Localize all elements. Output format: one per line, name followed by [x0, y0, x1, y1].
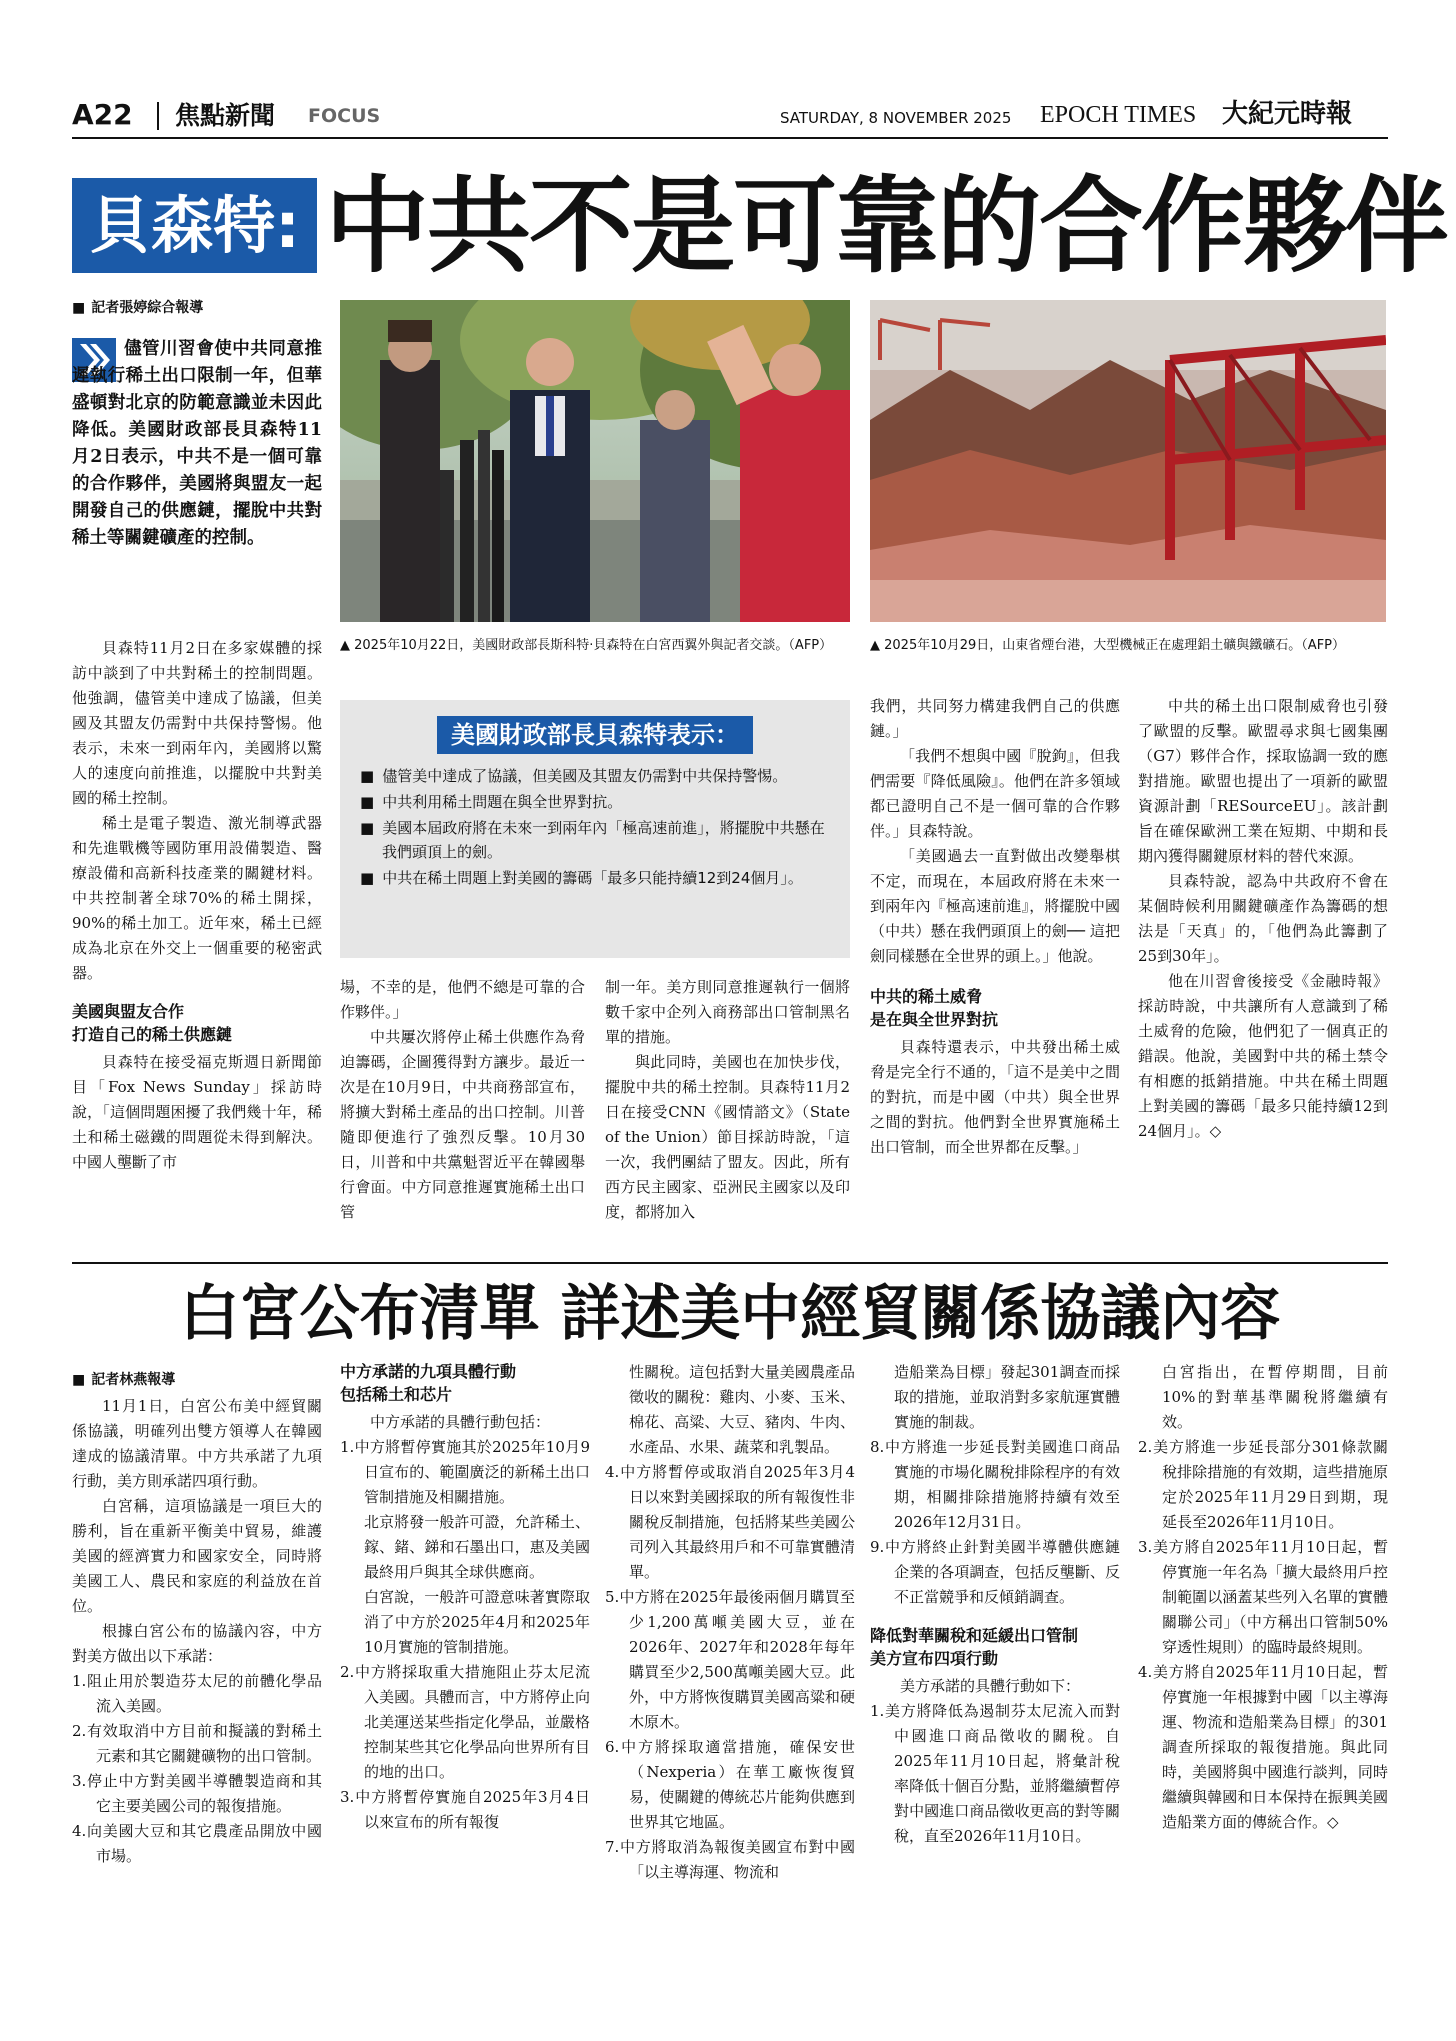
list-item: 5.中方將在2025年最後兩個月購買至少1,200萬噸美國大豆，並在2026年、2027年和2028年每年購買至少2,500萬噸美國大豆。此外，中方將恢復購買美國高粱和硬木原木。: [605, 1588, 855, 1731]
paragraph: 11月1日，白宮公布美中經貿關係協議，明確列出雙方領導人在韓國達成的協議清單。中方共承諾了九項行動，美方則承諾四項行動。: [72, 1397, 322, 1490]
paper-name-zh: 大紀元時報: [1222, 99, 1353, 129]
paragraph: 他在川習會後接受《金融時報》採訪時說，中共讓所有人意識到了稀土威脅的危險，他們犯了一個真正的錯誤。他說，美國對中共的稀土禁令有相應的抵銷措施。中共在稀土問題上對美國的籌碼「最多只能持續12到24個月」。◇: [1138, 972, 1388, 1140]
paragraph: 造船業為目標」發起301調查而採取的措施，並取消對多家航運實體實施的制裁。: [894, 1363, 1120, 1431]
key-point: ■ 中共利用稀土問題在與全世界對抗。: [360, 793, 623, 811]
paper-name-en: EPOCH TIMES: [1040, 102, 1197, 128]
headline-main: 中共不是可靠的合作夥伴: [325, 164, 1448, 287]
paragraph: 稀土是電子製造、激光制導武器和先進戰機等國防軍用設備製造、醫療設備和高新科技產業的關鍵材料。中共控制著全球70%的稀土開採，90%的稀土加工。近年來，稀土已經成為北京在外交上一個重要的秘密武器。: [72, 814, 322, 982]
key-points-title: 美國財政部長貝森特表示：: [437, 716, 753, 754]
story2-column-5: [1138, 1360, 1388, 1835]
key-points-list: [360, 764, 830, 890]
story2-headline: 白宮公布清單 詳述美中經貿關係協議內容: [179, 1279, 1281, 1349]
photo2-caption: ▲ 2025年10月29日，山東省煙台港，大型機械正在處理鋁土礦與鐵礦石。（AFP）: [870, 638, 1346, 653]
paragraph: 「美國過去一直對做出改變舉棋不定，而現在，本屆政府將在未來一到兩年內『極高速前進』，將擺脫中國（中共）懸在我們頭頂上的劍── 這把劍同樣懸在全世界的頭上。」他說。: [870, 847, 1120, 965]
issue-date: SATURDAY, 8 NOVEMBER 2025: [780, 109, 1012, 127]
paragraph: 白宮說，一般許可證意味著實際取消了中方於2025年4月和2025年10月實施的管制措施。: [364, 1588, 590, 1656]
subheading-line: 中共的稀土威脅: [870, 987, 983, 1006]
china-commitments-list: [72, 1669, 322, 1869]
list-item: 8.中方將進一步延長對美國進口商品實施的市場化關稅排除程序的有效期，相關排除措施將持續有效至2026年12月31日。: [870, 1438, 1120, 1531]
key-point: ■ 儘管美中達成了協議，但美國及其盟友仍需對中共保持警惕。: [360, 767, 788, 785]
list-item: 4.向美國大豆和其它農產品開放中國市場。: [72, 1822, 322, 1865]
subheading-line: 打造自己的稀土供應鏈: [72, 1025, 233, 1044]
subheading: [340, 1360, 590, 1406]
list-item: 6.中方將採取適當措施，確保安世（Nexperia）在華工廠恢復貿易，使關鍵的傳統芯片能夠供應到世界其它地區。: [605, 1738, 855, 1831]
story2-column-4: [870, 1360, 1120, 1849]
paragraph: 「我們不想與中國『脫鉤』，但我們需要『降低風險』。他們在許多領域都已證明自己不是一個可靠的合作夥伴。」貝森特說。: [870, 747, 1120, 840]
story2-byline: ■ 記者林燕報導: [72, 1370, 322, 1390]
list-item: 9.中方將終止針對美國半導體供應鏈企業的各項調查，包括反壟斷、反不正當競爭和反傾銷調查。: [870, 1538, 1120, 1606]
story1-column-4: [870, 694, 1120, 1160]
list-item: 2.有效取消中方目前和擬議的對稀土元素和其它關鍵礦物的出口管制。: [72, 1722, 322, 1765]
list-item: 1.美方將降低為遏制芬太尼流入而對中國進口商品徵收的關稅。自2025年11月10日起，將彙計稅率降低十個百分點，並將繼續暫停對中國進口商品徵收更高的對等關稅，直至2026年11月10日。: [870, 1702, 1120, 1845]
paragraph: 制一年。美方則同意推遲執行一個將數千家中企列入商務部出口管制黑名單的措施。: [605, 978, 850, 1046]
subheading: [870, 1624, 1120, 1670]
story1-column-3: [605, 975, 850, 1225]
china-actions-list: [340, 1435, 590, 1510]
page-number: A22: [72, 98, 133, 131]
us-actions-list: [1138, 1435, 1388, 1835]
story1-lead: [72, 336, 322, 552]
photo-yantai-port: [870, 300, 1386, 622]
china-actions-list: [340, 1660, 590, 1835]
subheading: [870, 985, 1120, 1031]
list-item: 7.中方將取消為報復美國宣布對中國「以主導海運、物流和: [605, 1838, 855, 1881]
list-item: 2.中方將採取重大措施阻止芬太尼流入美國。具體而言，中方將停止向北美運送某些指定化學品，並嚴格控制某些其它化學品向世界所有目的地的出口。: [340, 1663, 590, 1781]
subheading-line: 包括稀土和芯片: [340, 1385, 453, 1404]
masthead-rule: [72, 137, 1388, 139]
story1-column-2: [340, 975, 585, 1225]
paragraph: 根據白宮公布的協議內容，中方對美方做出以下承諾：: [72, 1622, 322, 1665]
paragraph: 北京將發一般許可證，允許稀土、鎵、鍺、銻和石墨出口，惠及美國最終用戶與其全球供應商。: [364, 1513, 590, 1581]
key-point: ■ 美國本屆政府將在未來一到兩年內「極高速前進」，將擺脫中共懸在我們頭頂上的劍。: [360, 819, 825, 861]
story1-byline: ■ 記者張婷綜合報導: [72, 298, 322, 318]
paragraph: 中共的稀土出口限制威脅也引發了歐盟的反擊。歐盟尋求與七國集團（G7）夥伴合作，採取協調一致的應對措施。歐盟也提出了一項新的歐盟資源計劃「RESourceEU」。該計劃旨在確保歐洲工業在短期、中期和長期內獲得關鍵原材料的替代來源。: [1138, 697, 1388, 865]
list-item: 4.美方將自2025年11月10日起，暫停實施一年根據對中國「以主導海運、物流和造船業為目標」的301調查所採取的報復措施。與此同時，美國將與中國進行談判，同時繼續與韓國和日本保持在振興美國造船業方面的傳統合作。◇: [1138, 1663, 1388, 1831]
china-actions-list: [605, 1460, 855, 1885]
story1-column-1: [72, 636, 322, 1175]
paragraph: 貝森特11月2日在多家媒體的採訪中談到了中共對稀土的控制問題。他強調，儘管美中達成了協議，但美國及其盟友仍需對中共保持警惕。他表示，未來一到兩年內，美國將以驚人的速度向前推進，以擺脫中共對美國的稀土控制。: [72, 639, 322, 807]
paragraph: 中方承諾的具體行動包括：: [370, 1413, 551, 1431]
lead-paragraph: 儘管川習會使中共同意推遲執行稀土出口限制一年，但華盛頓對北京的防範意識並未因此降低。美國財政部長貝森特11月2日表示，中共不是一個可靠的合作夥伴，美國將與盟友一起開發自己的供應鏈，擺脫中共對稀土等關鍵礦產的控制。: [72, 339, 322, 548]
subheading-line: 中方承諾的九項具體行動: [340, 1362, 517, 1381]
paragraph: 中共屢次將停止稀土供應作為脅迫籌碼，企圖獲得對方讓步。最近一次是在10月9日，中共商務部宣布，將擴大對稀土產品的出口控制。川普隨即便進行了強烈反擊。10月30日，川普和中共黨魁習近平在韓國舉行會面。中方同意推遲實施稀土出口管: [340, 1028, 585, 1221]
paragraph: 貝森特在接受福克斯週日新聞節目「Fox News Sunday」採訪時說，「這個問題困擾了我們幾十年，稀土和稀土磁鐵的問題從未得到解決。中國人壟斷了市: [72, 1053, 322, 1171]
story2-column-2: [340, 1360, 590, 1835]
subheading-line: 美方宣布四項行動: [870, 1649, 999, 1668]
paragraph: 白宮稱，這項協議是一項巨大的勝利，旨在重新平衡美中貿易，維護美國的經濟實力和國家安全，同時將美國工人、農民和家庭的利益放在首位。: [72, 1497, 322, 1615]
subheading-line: 美國與盟友合作: [72, 1002, 185, 1021]
masthead-divider: [157, 102, 159, 130]
list-item: 2.美方將進一步延長部分301條款關稅排除措施的有效期，這些措施原定於2025年11月29日到期，現延長至2026年11月10日。: [1138, 1438, 1388, 1531]
subheading: [72, 1000, 322, 1046]
photo1-caption: ▲ 2025年10月22日，美國財政部長斯科特·貝森特在白宮西翼外與記者交談。（AFP）: [340, 638, 833, 653]
headline-name-box: [72, 178, 317, 273]
paragraph: 貝森特說，認為中共政府不會在某個時候利用關鍵礦產作為籌碼的想法是「天真」的，「他們為此籌劃了25到30年」。: [1138, 872, 1388, 965]
paragraph: 貝森特還表示，中共發出稀土威脅是完全行不通的，「這不是美中之間的對抗，而是中國（中共）與全世界之間的對抗。他們對全世界實施稀土出口管制，而全世界都在反擊。」: [870, 1038, 1120, 1156]
subheading-line: 降低對華關稅和延緩出口管制: [870, 1626, 1079, 1645]
story-divider: [72, 1262, 1388, 1264]
list-item: 4.中方將暫停或取消自2025年3月4日以來對美國採取的所有報復性非關稅反制措施，包括將某些美國公司列入其最終用戶和不可靠實體清單。: [605, 1463, 855, 1581]
key-point: ■ 中共在稀土問題上對美國的籌碼「最多只能持續12到24個月」。: [360, 869, 803, 887]
list-item: 1.阻止用於製造芬太尼的前體化學品流入美國。: [72, 1672, 322, 1715]
list-item: 1.中方將暫停實施其於2025年10月9日宣布的、範圍廣泛的新稀土出口管制措施及相關措施。: [340, 1438, 590, 1506]
china-actions-list: [870, 1435, 1120, 1610]
story1-column-5: [1138, 694, 1388, 1144]
story2-column-3: [605, 1360, 855, 1885]
paragraph: 場，不幸的是，他們不總是可靠的合作夥伴。」: [340, 978, 585, 1021]
subheading-line: 是在與全世界對抗: [870, 1010, 999, 1029]
list-item: 3.美方將自2025年11月10日起，暫停實施一年名為「擴大最終用戶控制範圍以涵蓋某些列入名單的實體關聯公司」（中方稱出口管制50%穿透性規則）的臨時最終規則。: [1138, 1538, 1388, 1656]
paragraph: 與此同時，美國也在加快步伐，擺脫中共的稀土控制。貝森特11月2日在接受CNN《國情諮文》（State of the Union）節目採訪時說，「這一次，我們團結了盟友。因此，所有西方民主國家、亞洲民主國家以及印度，都將加入: [605, 1053, 850, 1221]
paragraph: 美方承諾的具體行動如下：: [900, 1677, 1081, 1695]
key-points-box: [340, 700, 850, 958]
section-title: 焦點新聞: [175, 101, 276, 130]
photo-bessent-press: [340, 300, 850, 622]
us-actions-list: [870, 1699, 1120, 1849]
paragraph: 我們，共同努力構建我們自己的供應鏈。」: [870, 697, 1120, 740]
list-item: 3.中方將暫停實施自2025年3月4日以來宣布的所有報復: [340, 1788, 590, 1831]
headline-name: 貝森特:: [89, 188, 300, 262]
list-item: 3.停止中方對美國半導體製造商和其它主要美國公司的報復措施。: [72, 1772, 322, 1815]
paragraph: 性關稅。這包括對大量美國農產品徵收的關稅：雞肉、小麥、玉米、棉花、高粱、大豆、豬肉、牛肉、水產品、水果、蔬菜和乳製品。: [629, 1363, 855, 1456]
story2-column-1: [72, 1370, 322, 1869]
section-label: FOCUS: [308, 105, 381, 127]
paragraph: 白宮指出，在暫停期間，目前10%的對華基準關稅將繼續有效。: [1162, 1363, 1388, 1431]
